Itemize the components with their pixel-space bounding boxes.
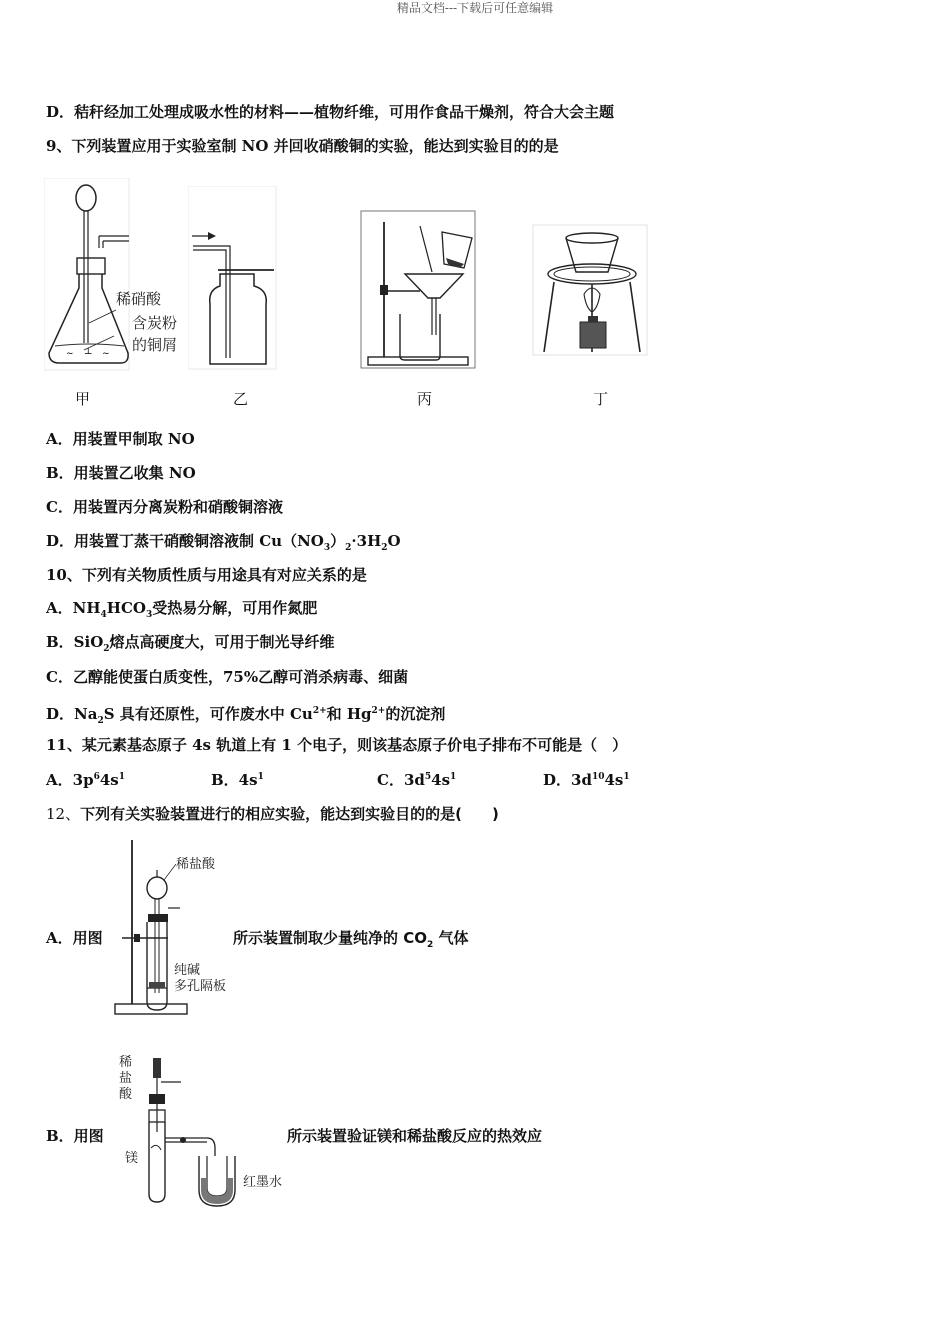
page-header: 精品文档---下载后可任意编辑	[396, 1, 554, 15]
q9-option-c: C．用装置丙分离炭粉和硝酸铜溶液	[46, 498, 283, 516]
fig-b-acid-label-1: 稀	[119, 1055, 133, 1070]
q10-option-a: A．$NH_4HCO_3$受热易分解，可用作氮肥	[46, 599, 318, 620]
apparatus-ding-figure	[532, 224, 650, 359]
q9-option-d: D．用装置丁蒸干硝酸铜溶液制 $Cu(NO_3)_2\cdot 3H_2O$	[46, 532, 401, 553]
svg-text:⊥: ⊥	[84, 347, 93, 357]
fig-a-solid-label: 纯碱	[174, 963, 201, 978]
q12-option-a-prefix: A．用图	[46, 929, 103, 947]
q12-option-a-text: 所示装置制取少量纯净的 $CO_2$ 气体	[233, 929, 469, 950]
q11-option-c: C．$3d^54s^1$	[377, 771, 457, 789]
apparatus-jia-figure	[44, 178, 194, 373]
fig-b-acid-label-2: 盐	[119, 1071, 133, 1086]
figure-caption-ding: 丁	[593, 390, 609, 408]
svg-text:~: ~	[66, 349, 74, 359]
q12-option-b-prefix: B．用图	[46, 1127, 104, 1145]
q10-option-d: D．$Na_2S$ 具有还原性，可作废水中 $Cu^{2+}$和 $Hg^{2+}$的沉淀剂	[46, 705, 446, 726]
fig-a-plate-label: 多孔隔板	[174, 979, 227, 994]
q11-stem: 11、某元素基态原子 4s 轨道上有 1 个电子，则该基态原子价电子排布不可能是（ ）	[46, 736, 628, 754]
q8-option-d: D．秸秆经加工处理成吸水性的材料——植物纤维，可用作食品干燥剂，符合大会主题	[46, 103, 615, 121]
fig-b-water-label: 红墨水	[243, 1175, 283, 1190]
q9-option-a: A．用装置甲制取 NO	[46, 430, 195, 448]
apparatus-yi-figure	[188, 186, 278, 371]
q11-option-d: D．$3d^{10}4s^1$	[543, 771, 630, 789]
flask-acid-label: 稀硝酸	[116, 290, 162, 308]
fig-b-acid-label-3: 酸	[119, 1087, 133, 1102]
flask-solid-label-1: 含炭粉	[132, 314, 178, 332]
figure-caption-yi: 乙	[233, 390, 249, 408]
flask-solid-label-2: 的铜屑	[132, 336, 178, 354]
q9-stem: 9、下列装置应用于实验室制 NO 并回收硝酸铜的实验，能达到实验目的的是	[46, 137, 559, 155]
figure-caption-jia: 甲	[75, 390, 91, 408]
q12-apparatus-a-figure	[110, 838, 240, 1020]
q12-apparatus-b-figure	[115, 1050, 295, 1210]
fig-a-acid-label: 稀盐酸	[176, 857, 216, 872]
q11-option-a: A．$3p^64s^1$	[46, 771, 125, 789]
q12-stem: 12、下列有关实验装置进行的相应实验，能达到实验目的的是( )	[46, 805, 499, 823]
apparatus-bing-figure	[360, 210, 478, 372]
q11-option-b: B．$4s^1$	[211, 771, 264, 789]
q12-option-b-text: 所示装置验证镁和稀盐酸反应的热效应	[287, 1127, 543, 1145]
q9-option-b: B．用装置乙收集 NO	[46, 464, 196, 482]
q10-stem: 10、下列有关物质性质与用途具有对应关系的是	[46, 566, 367, 584]
q10-option-b: B．SiO$_2$熔点高硬度大，可用于制光导纤维	[46, 633, 335, 654]
figure-caption-bing: 丙	[417, 390, 433, 408]
fig-b-metal-label: 镁	[125, 1151, 139, 1166]
q10-option-c: C．乙醇能使蛋白质变性，75%乙醇可消杀病毒、细菌	[46, 668, 409, 686]
svg-text:~: ~	[102, 349, 110, 359]
